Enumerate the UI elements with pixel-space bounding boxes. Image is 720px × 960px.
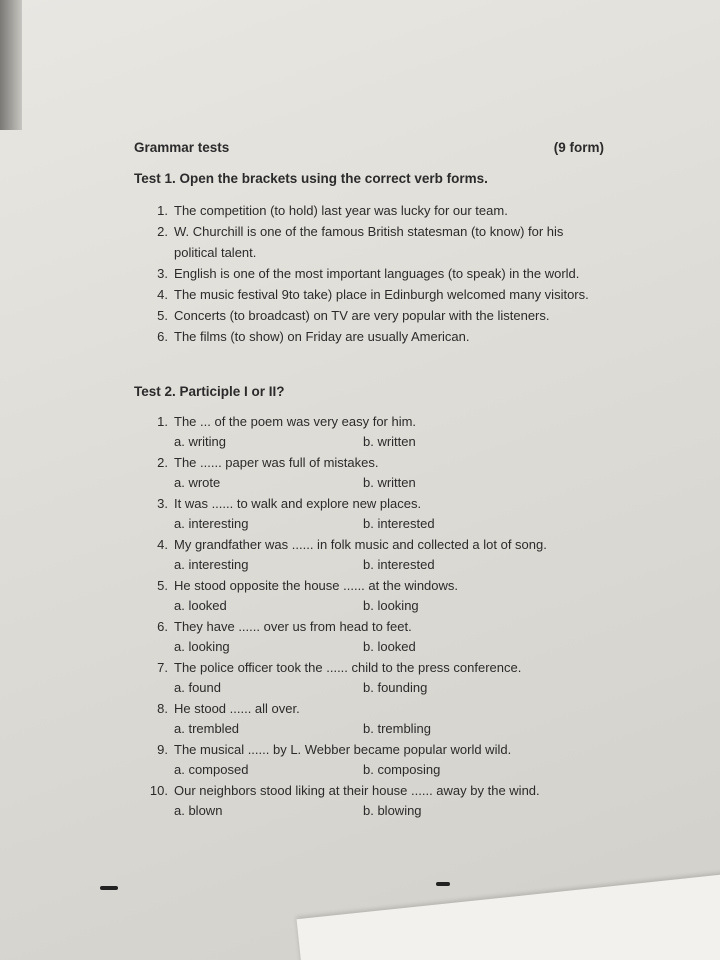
- option-a: a. trembled: [174, 721, 240, 736]
- test2-question: [134, 616, 604, 637]
- option-a: a. writing: [174, 434, 227, 449]
- test1-item: [134, 326, 604, 347]
- test1-item: [134, 284, 604, 305]
- answer-options: [134, 678, 604, 698]
- item-text: The competition (to hold) last year was lucky for our team.: [174, 203, 508, 218]
- question-number: 2.: [157, 455, 168, 470]
- question-number: 10.: [149, 783, 168, 798]
- answer-options: [134, 596, 604, 616]
- test2-question: [134, 452, 604, 473]
- answer-options: [134, 637, 604, 657]
- test2-question: [134, 411, 604, 432]
- option-a: a. found: [174, 680, 221, 695]
- question-text: They have ...... over us from head to feet.: [174, 619, 412, 634]
- option-a: a. blown: [174, 803, 223, 818]
- option-b: b. written: [363, 475, 416, 490]
- item-number: 1.: [157, 203, 168, 218]
- item-number: 6.: [157, 329, 168, 344]
- option-a: a. interesting: [174, 557, 249, 572]
- option-a: a. interesting: [174, 516, 249, 531]
- answer-options: [134, 555, 604, 575]
- question-number: 4.: [157, 537, 168, 552]
- test2-question: [134, 780, 604, 801]
- option-b: b. founding: [363, 680, 428, 695]
- test2-question: [134, 534, 604, 555]
- question-number: 7.: [157, 660, 168, 675]
- question-text: He stood ...... all over.: [174, 701, 300, 716]
- option-b: b. looking: [363, 598, 419, 613]
- item-number: 5.: [157, 308, 168, 323]
- test2-list: [134, 411, 604, 821]
- question-number: 3.: [157, 496, 168, 511]
- question-text: It was ...... to walk and explore new places.: [174, 496, 422, 511]
- item-number: 3.: [157, 266, 168, 281]
- test2-question: [134, 739, 604, 760]
- test1-item: [134, 263, 604, 284]
- punch-mark-right: [436, 882, 450, 886]
- item-number: 2.: [157, 224, 168, 239]
- question-text: The ... of the poem was very easy for him.: [174, 414, 417, 429]
- test2-title: Test 2. Participle I or II?: [134, 384, 285, 399]
- background-shadow: [0, 0, 22, 130]
- option-a: a. wrote: [174, 475, 221, 490]
- test2-question: [134, 575, 604, 596]
- answer-options: [134, 432, 604, 452]
- test2-question: [134, 657, 604, 678]
- option-b: b. written: [363, 434, 416, 449]
- item-text: The films (to show) on Friday are usually American.: [174, 329, 470, 344]
- question-number: 6.: [157, 619, 168, 634]
- document-header: [134, 140, 604, 155]
- question-number: 1.: [157, 414, 168, 429]
- question-number: 5.: [157, 578, 168, 593]
- question-number: 8.: [157, 701, 168, 716]
- answer-options: [134, 719, 604, 739]
- test1-title: Test 1. Open the brackets using the correct verb forms.: [134, 171, 488, 186]
- item-text: W. Churchill is one of the famous British statesman (to know) for his: [174, 224, 564, 239]
- option-a: a. composed: [174, 762, 249, 777]
- test2-question: [134, 698, 604, 719]
- test1-item: [134, 305, 604, 326]
- answer-options: [134, 760, 604, 780]
- item-text-continuation: political talent.: [174, 245, 257, 260]
- document-body: [134, 140, 604, 821]
- punch-mark-left: [100, 886, 118, 890]
- test1-list: [134, 200, 604, 347]
- question-text: Our neighbors stood liking at their house ...... away by the wind.: [174, 783, 540, 798]
- test2-question: [134, 493, 604, 514]
- option-b: b. interested: [363, 557, 435, 572]
- option-b: b. trembling: [363, 721, 431, 736]
- document-title: Grammar tests: [134, 140, 230, 155]
- item-text: The music festival 9to take) place in Edinburgh welcomed many visitors.: [174, 287, 589, 302]
- option-b: b. blowing: [363, 803, 422, 818]
- option-a: a. looked: [174, 598, 227, 613]
- option-b: b. looked: [363, 639, 416, 654]
- question-number: 9.: [157, 742, 168, 757]
- item-text: Concerts (to broadcast) on TV are very popular with the listeners.: [174, 308, 550, 323]
- question-text: The musical ...... by L. Webber became popular world wild.: [174, 742, 512, 757]
- form-label: (9 form): [553, 140, 604, 155]
- question-text: My grandfather was ...... in folk music and collected a lot of song.: [174, 537, 547, 552]
- answer-options: [134, 514, 604, 534]
- question-text: The police officer took the ...... child to the press conference.: [174, 660, 522, 675]
- answer-options: [134, 801, 604, 821]
- question-text: The ...... paper was full of mistakes.: [174, 455, 379, 470]
- option-b: b. composing: [363, 762, 441, 777]
- item-text: English is one of the most important languages (to speak) in the world.: [174, 266, 580, 281]
- item-number: 4.: [157, 287, 168, 302]
- answer-options: [134, 473, 604, 493]
- test1-item: [134, 221, 604, 242]
- torn-paper-edge: [297, 871, 720, 960]
- test1-item: [134, 200, 604, 221]
- question-text: He stood opposite the house ...... at the windows.: [174, 578, 459, 593]
- option-b: b. interested: [363, 516, 435, 531]
- option-a: a. looking: [174, 639, 230, 654]
